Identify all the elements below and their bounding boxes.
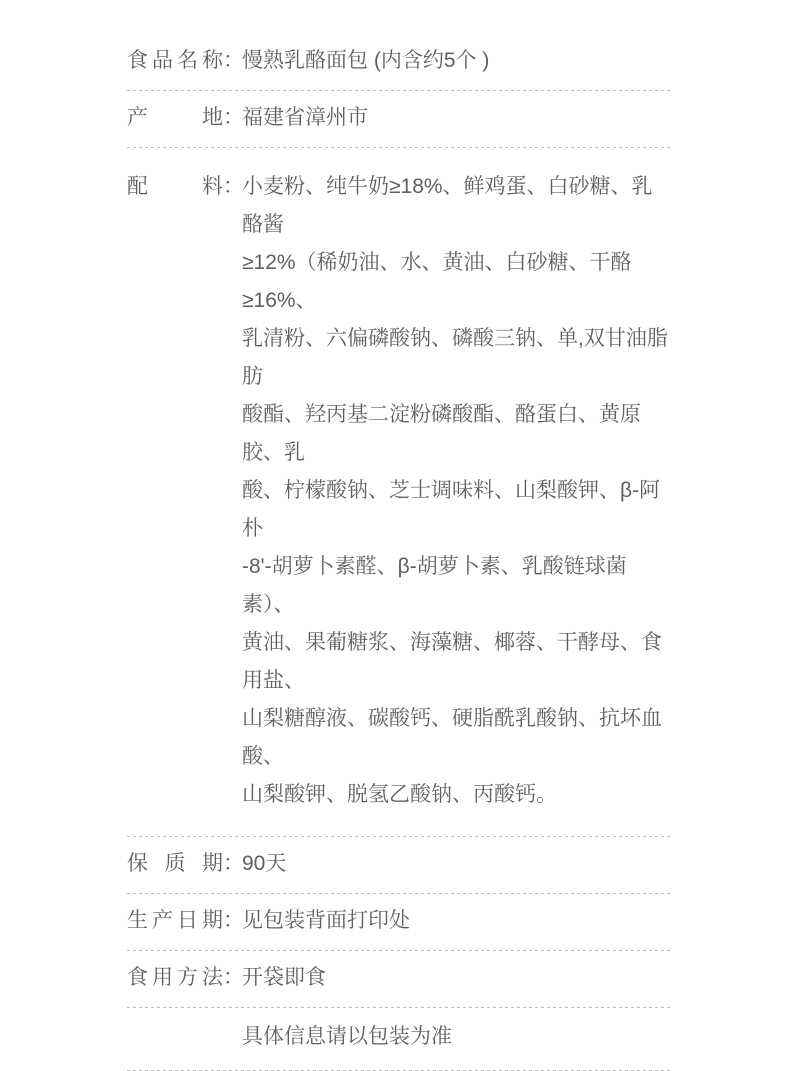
- ingredients-label-col: [127, 168, 242, 206]
- production-date-value: 见包装背面打印处: [242, 909, 410, 932]
- ingredients-value: [242, 168, 673, 814]
- field-row-note: [127, 1008, 673, 1070]
- food-name-value: 慢熟乳酪面包 (内含约5个 ): [242, 49, 490, 72]
- production-date-colon: ：: [223, 909, 244, 932]
- production-date-label: 生产日期: [127, 909, 223, 932]
- field-row-food-name: [127, 34, 673, 90]
- ingredients-line: 山梨酸钾、脱氢乙酸钠、丙酸钙。: [242, 783, 557, 806]
- food-name-colon: ：: [223, 49, 244, 72]
- ingredients-line: 酸、柠檬酸钠、芝士调味料、山梨酸钾、β-阿朴: [242, 479, 661, 540]
- ingredients-line: 黄油、果葡糖浆、海藻糖、椰蓉、干酵母、食用盐、: [242, 631, 662, 692]
- shelf-life-label-col: [127, 845, 242, 883]
- note-value: 具体信息请以包装为准: [242, 1025, 452, 1048]
- ingredients-label: 配料: [127, 175, 223, 198]
- usage-value: 开袋即食: [242, 966, 326, 989]
- usage-label-col: [127, 959, 242, 997]
- field-row-origin: [127, 91, 673, 147]
- origin-label: 产地: [127, 106, 223, 129]
- ingredients-line: 山梨糖醇液、碳酸钙、硬脂酰乳酸钠、抗坏血酸、: [242, 707, 662, 768]
- ingredients-line: 酸酯、羟丙基二淀粉磷酸酯、酪蛋白、黄原胶、乳: [242, 403, 641, 464]
- origin-value: 福建省漳州市: [242, 106, 368, 129]
- product-info-table: [127, 34, 673, 1071]
- ingredients-line: 乳清粉、六偏磷酸钠、磷酸三钠、单,双甘油脂肪: [242, 327, 668, 388]
- usage-label: 食用方法: [127, 966, 223, 989]
- field-row-shelf-life: [127, 837, 673, 893]
- shelf-life-label: 保质期: [127, 852, 223, 875]
- origin-label-col: [127, 99, 242, 137]
- usage-colon: ：: [223, 966, 244, 989]
- field-row-ingredients: [127, 148, 673, 836]
- ingredients-line: -8'-胡萝卜素醛、β-胡萝卜素、乳酸链球菌素）、: [242, 555, 627, 616]
- food-name-label: 食品名称: [127, 49, 223, 72]
- ingredients-colon: ：: [223, 175, 244, 198]
- shelf-life-colon: ：: [223, 852, 244, 875]
- food-name-label-col: [127, 42, 242, 80]
- ingredients-line: 小麦粉、纯牛奶≥18%、鲜鸡蛋、白砂糖、乳酪酱: [242, 175, 653, 236]
- production-date-label-col: [127, 902, 242, 940]
- shelf-life-value: 90天: [242, 852, 287, 875]
- field-row-usage: [127, 951, 673, 1007]
- field-row-production-date: [127, 894, 673, 950]
- ingredients-line: ≥12%（稀奶油、水、黄油、白砂糖、干酪≥16%、: [242, 251, 632, 312]
- origin-colon: ：: [223, 106, 244, 129]
